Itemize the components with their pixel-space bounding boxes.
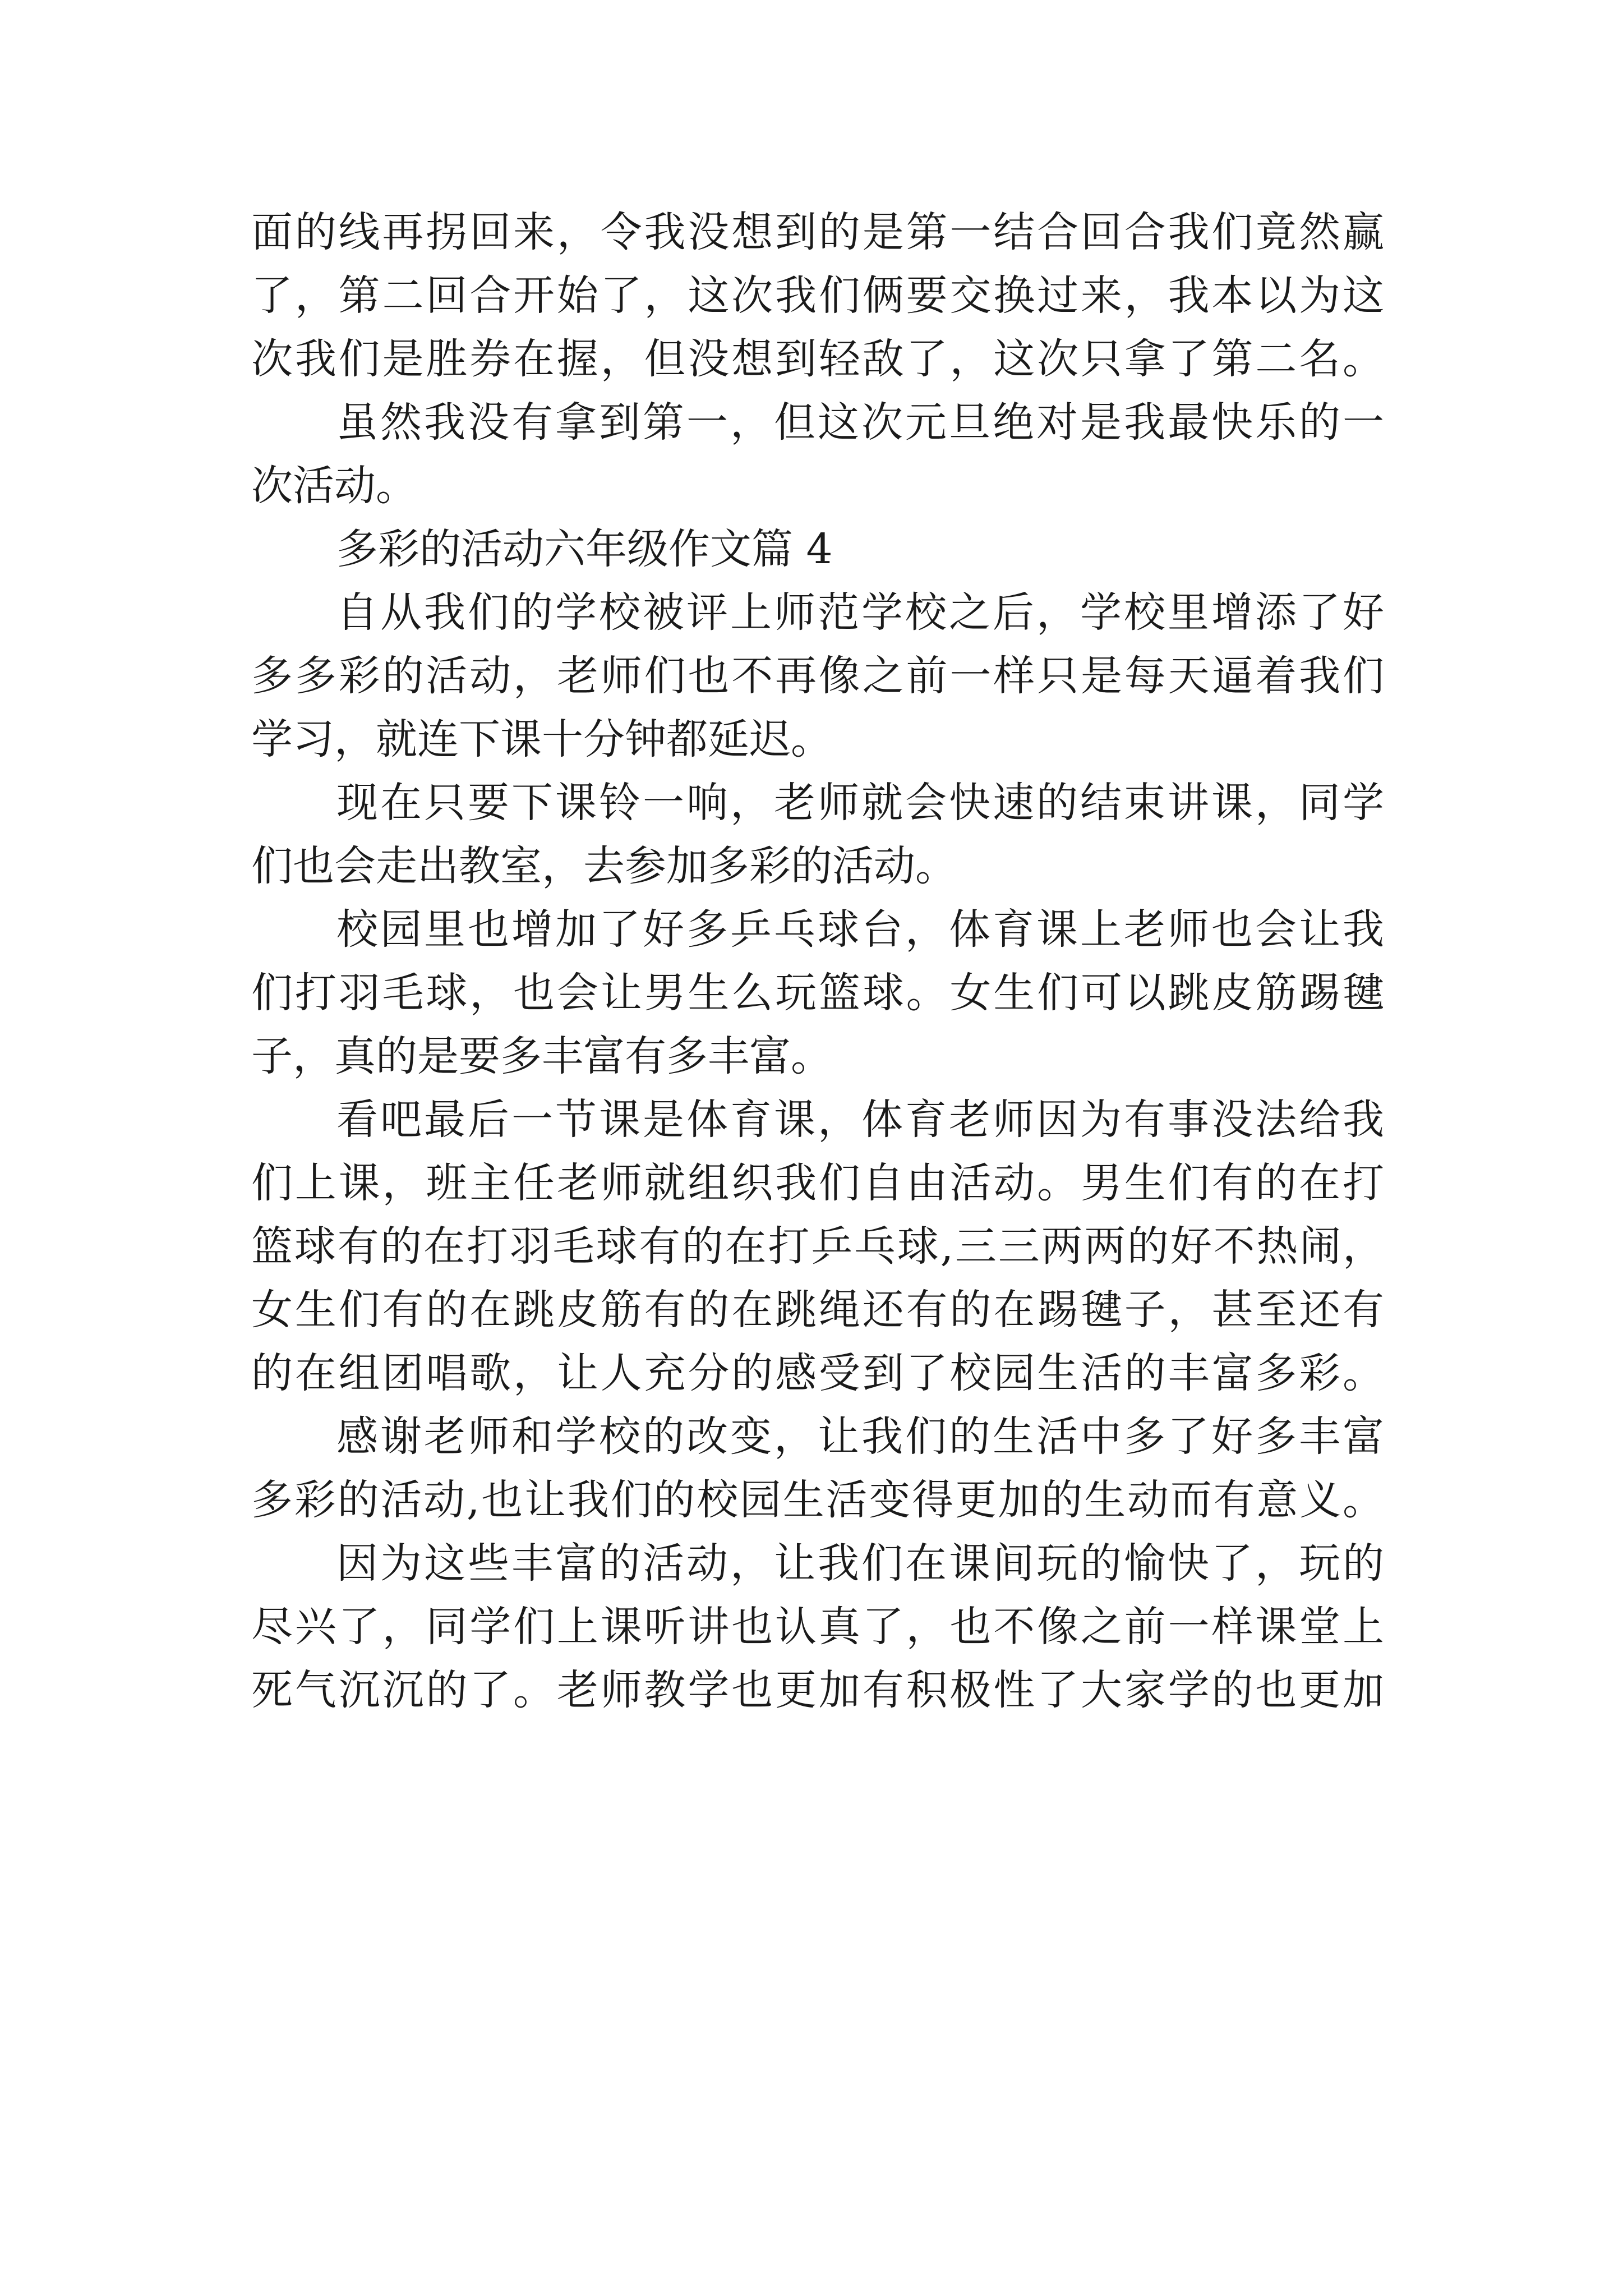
text-line: 死气沉沉的了。老师教学也更加有积极性了大家学的也更加 [251, 1666, 1384, 1714]
text-line: 女生们有的在跳皮筋有的在跳绳还有的在踢毽子，甚至还有 [251, 1286, 1384, 1334]
text-line: 学习，就连下课十分钟都延迟。 [251, 715, 832, 763]
paragraph-first-line: 虽然我没有拿到第一，但这次元旦绝对是我最快乐的一 [336, 398, 1384, 447]
paragraph-first-line: 自从我们的学校被评上师范学校之后，学校里增添了好 [336, 588, 1384, 637]
text-line: 尽兴了，同学们上课听讲也认真了，也不像之前一样课堂上 [251, 1603, 1384, 1651]
text-line: 们也会走出教室，去参加多彩的活动。 [251, 842, 957, 890]
text-line: 子，真的是要多丰富有多丰富。 [251, 1032, 832, 1080]
text-line: 次活动。 [251, 462, 417, 510]
text-line: 的在组团唱歌，让人充分的感受到了校园生活的丰富多彩。 [251, 1349, 1384, 1397]
text-line: 多多彩的活动，老师们也不再像之前一样只是每天逼着我们 [251, 652, 1384, 700]
paragraph-first-line: 现在只要下课铃一响，老师就会快速的结束讲课，同学 [336, 779, 1384, 827]
text-line: 篮球有的在打羽毛球有的在打乒乓球,三三两两的好不热闹， [251, 1222, 1384, 1271]
text-line: 次我们是胜券在握，但没想到轻敌了，这次只拿了第二名。 [251, 335, 1384, 383]
text-line: 了，第二回合开始了，这次我们俩要交换过来，我本以为这 [251, 272, 1384, 320]
paragraph-first-line: 看吧最后一节课是体育课，体育老师因为有事没法给我 [336, 1096, 1384, 1144]
document-body [251, 201, 1384, 1722]
text-line: 面的线再拐回来，令我没想到的是第一结合回合我们竟然赢 [251, 208, 1384, 256]
text-line: 多彩的活动,也让我们的校园生活变得更加的生动而有意义。 [251, 1476, 1384, 1524]
paragraph-first-line: 因为这些丰富的活动，让我们在课间玩的愉快了，玩的 [336, 1539, 1384, 1588]
section-heading: 多彩的活动六年级作文篇 4 [336, 525, 833, 573]
text-line: 们上课，班主任老师就组织我们自由活动。男生们有的在打 [251, 1159, 1384, 1207]
paragraph-first-line: 校园里也增加了好多乒乓球台，体育课上老师也会让我 [336, 905, 1384, 954]
text-line: 们打羽毛球，也会让男生么玩篮球。女生们可以跳皮筋踢毽 [251, 969, 1384, 1017]
paragraph-first-line: 感谢老师和学校的改变，让我们的生活中多了好多丰富 [336, 1412, 1384, 1461]
